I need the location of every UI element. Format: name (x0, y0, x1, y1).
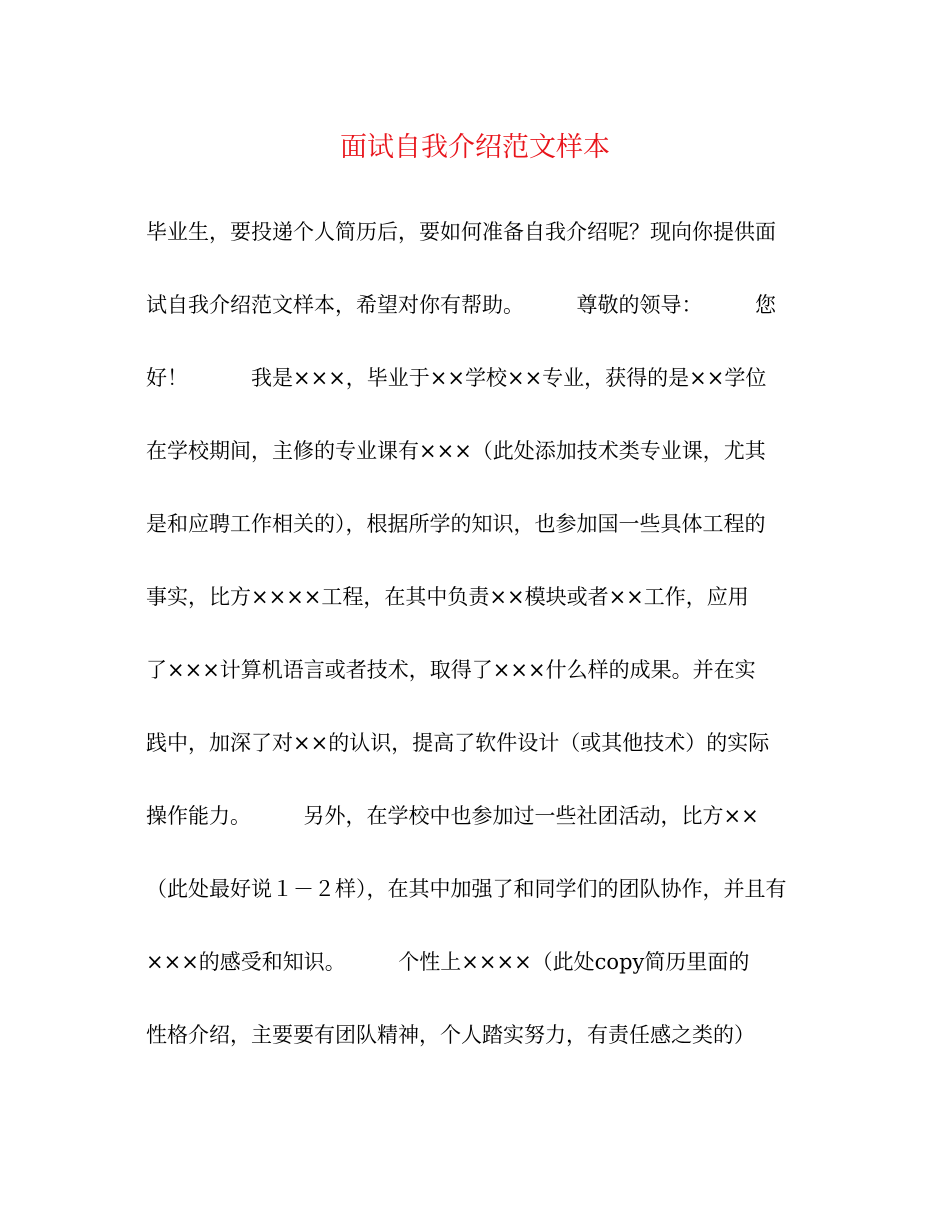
document-title: 面试自我介绍范文样本 (340, 132, 610, 163)
body-line: 是和应聘工作相关的），根据所学的知识，也参加国一些具体工程的 (146, 512, 766, 536)
body-line: （此处最好说１－２样），在其中加强了和同学们的团队协作，并且有 (146, 877, 787, 901)
body-line: 了×××计算机语言或者技术，取得了×××什么样的成果。并在实 (146, 658, 756, 682)
body-line: 试自我介绍范文样本，希望对你有帮助。 尊敬的领导： 您 (146, 293, 776, 317)
body-line: 在学校期间，主修的专业课有×××（此处添加技术类专业课，尤其 (146, 439, 766, 463)
body-line: 操作能力。 另外，在学校中也参加过一些社团活动，比方×× (146, 804, 759, 828)
body-line: 践中，加深了对××的认识，提高了软件设计（或其他技术）的实际 (146, 731, 770, 755)
body-line: 性格介绍，主要要有团队精神，个人踏实努力，有责任感之类的） (146, 1023, 755, 1047)
body-line: ×××的感受和知识。 个性上××××（此处copy简历里面的 (146, 950, 750, 974)
body-line: 好！ 我是×××，毕业于××学校××专业，获得的是××学位 (146, 366, 767, 390)
document-body (146, 212, 808, 1088)
body-line: 毕业生，要投递个人简历后，要如何准备自我介绍呢？现向你提供面 (146, 220, 776, 244)
body-line: 事实，比方××××工程，在其中负责××模块或者××工作，应用 (146, 585, 749, 609)
